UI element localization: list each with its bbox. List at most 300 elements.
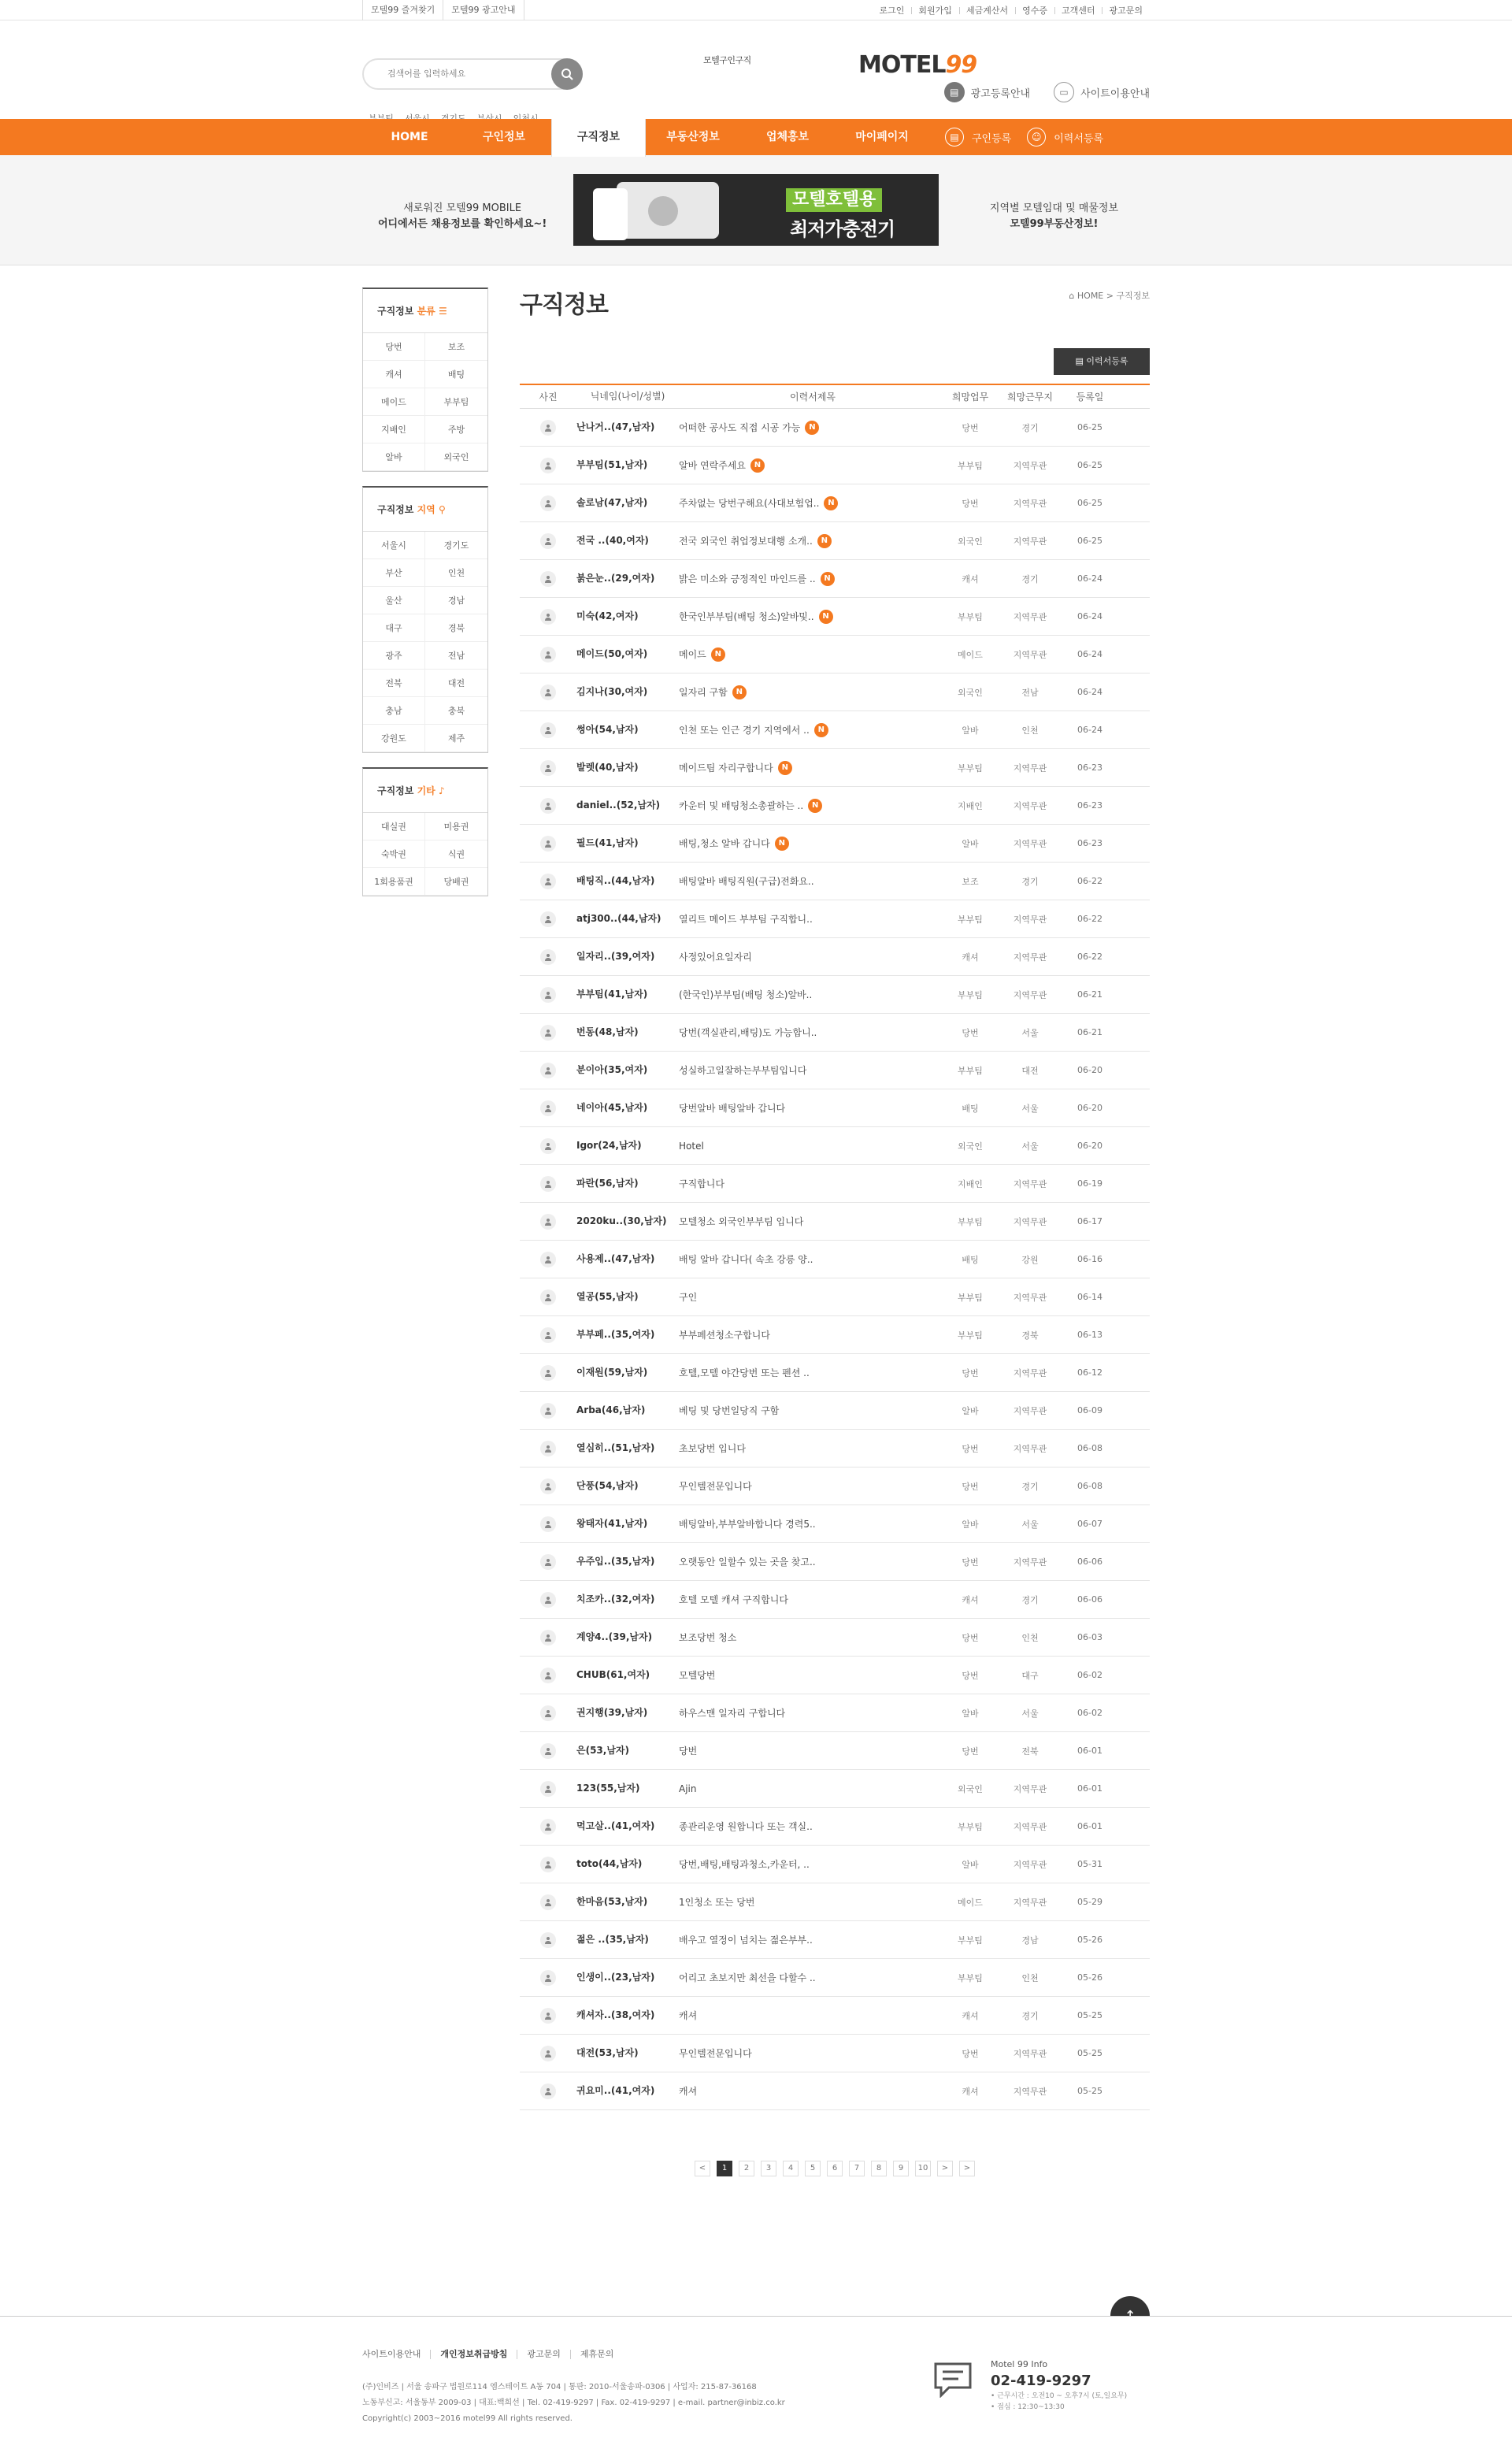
site-guide-link[interactable]: ▭ 사이트이용안내 <box>1054 82 1150 102</box>
person-icon <box>540 1025 556 1041</box>
page-arrow[interactable]: > <box>959 2161 975 2176</box>
resume-title[interactable]: 오랫동안 일할수 있는 곳을 찾고.. <box>679 1557 816 1568</box>
company-info: (주)인비즈 | 서울 송파구 법원로114 엠스테이트 A동 704 | 통판: 2010-서울송파-0306 | 사업자: 215-87-36168 노동부신고: 서울동부 2009-03 | 대표:백희선 | Tel. 02-419-9297 | Fax. 02-419-9297 | e-mail. partner@inbiz.co.kr Copyright(c) 2003~2016 motel99 All rights reserved. <box>362 2383 785 2423</box>
nickname[interactable]: Igor(24,남자) <box>576 1140 642 1151</box>
resume-title[interactable]: 부부페션청소구합니다 <box>679 1330 770 1341</box>
person-icon <box>540 1819 556 1835</box>
category-option[interactable]: 주방 <box>425 416 487 443</box>
ad-guide-link[interactable]: 모텔99 광고안내 <box>443 0 524 20</box>
desired-job: 부부팀 <box>958 1935 983 1946</box>
nickname[interactable]: 123(55,남자) <box>576 1783 640 1794</box>
table-row[interactable] <box>520 1467 1150 1505</box>
nickname[interactable]: 미숙(42,여자) <box>576 610 639 621</box>
category-option[interactable]: 알바 <box>363 443 425 471</box>
person-icon <box>540 2083 556 2099</box>
nickname[interactable]: 귀요미..(41,여자) <box>576 2085 655 2096</box>
table-row[interactable] <box>520 1581 1150 1619</box>
resume-title[interactable]: 보조당번 청소 <box>679 1632 737 1643</box>
nickname[interactable]: 캐셔자..(38,여자) <box>576 2009 655 2020</box>
person-icon <box>540 1857 556 1872</box>
resume-title[interactable]: 알바 연락주세요 <box>679 460 746 471</box>
sidebar <box>362 288 488 911</box>
register-date: 06-08 <box>1077 1481 1102 1491</box>
nav-business-promo[interactable]: 업체홍보 <box>765 131 810 143</box>
person-icon <box>540 1063 556 1078</box>
login-link[interactable]: 로그인 <box>879 6 905 16</box>
desired-area: 지역무관 <box>1013 536 1047 547</box>
nickname[interactable]: 대전(53,남자) <box>576 2047 639 2058</box>
person-icon <box>540 1705 556 1721</box>
table-row[interactable] <box>520 900 1150 938</box>
nav-job-register[interactable]: ▤ 구인등록 <box>945 128 1011 147</box>
table-row[interactable] <box>520 1089 1150 1127</box>
photo-cell <box>520 1176 576 1192</box>
desired-area: 지역무관 <box>1013 1367 1047 1378</box>
table-row[interactable] <box>520 522 1150 560</box>
resume-title-cell <box>679 2009 947 2022</box>
other-option[interactable]: 숙박권 <box>363 840 425 868</box>
nickname[interactable]: 2020ku..(30,남자) <box>576 1215 667 1226</box>
desired-job: 지배인 <box>958 1178 983 1189</box>
main-nav <box>0 119 1512 155</box>
new-badge: N <box>778 761 792 775</box>
mobile-promo[interactable]: 새로워진 모텔99 MOBILE 어디에서든 채용정보를 확인하세요~! <box>378 202 547 230</box>
resume-title[interactable]: 모텔당번 <box>679 1670 716 1681</box>
resume-title-cell <box>679 1252 947 1266</box>
desired-job: 알바 <box>962 725 979 736</box>
desired-area: 지역무관 <box>1013 1178 1047 1189</box>
region-option[interactable]: 광주 <box>363 642 425 670</box>
tax-invoice-link[interactable]: 세금계산서 <box>959 4 1015 17</box>
nickname[interactable]: 발렛(40,남자) <box>576 762 639 773</box>
nav-home[interactable]: HOME <box>391 131 428 143</box>
region-option[interactable]: 충북 <box>425 697 487 725</box>
monitor-icon: ▭ <box>1054 82 1074 102</box>
desired-job: 알바 <box>962 838 979 849</box>
resume-title-cell <box>679 1063 947 1077</box>
person-icon <box>540 685 556 700</box>
table-row[interactable] <box>520 1278 1150 1316</box>
resume-title-cell <box>679 458 947 473</box>
person-icon <box>540 1932 556 1948</box>
table-row[interactable] <box>520 1732 1150 1770</box>
resume-title[interactable]: 당번(객실관리,배팅)도 가능합니.. <box>679 1027 817 1038</box>
table-row[interactable] <box>520 636 1150 673</box>
table-row[interactable] <box>520 409 1150 447</box>
region-option[interactable]: 전남 <box>425 642 487 670</box>
region-option[interactable]: 울산 <box>363 587 425 614</box>
table-row[interactable] <box>520 1959 1150 1997</box>
table-row[interactable] <box>520 673 1150 711</box>
resume-title-cell <box>679 799 947 813</box>
page-arrow[interactable]: > <box>937 2161 953 2176</box>
resume-title[interactable]: 한국인부부팀(배팅 청소)알바및.. <box>679 611 814 622</box>
table-row[interactable] <box>520 1883 1150 1921</box>
desired-area: 서울 <box>1021 1141 1039 1152</box>
nickname[interactable]: 파란(56,남자) <box>576 1178 639 1189</box>
register-date: 06-20 <box>1077 1103 1102 1113</box>
nickname[interactable]: atj300..(44,남자) <box>576 913 662 924</box>
header-links <box>944 82 1150 102</box>
table-row[interactable] <box>520 863 1150 900</box>
nickname[interactable]: Arba(46,남자) <box>576 1404 646 1416</box>
category-option[interactable]: 당번 <box>363 333 425 361</box>
resume-title[interactable]: Hotel <box>679 1140 704 1152</box>
resume-title[interactable]: 1인청소 또는 당번 <box>679 1897 755 1908</box>
desired-area: 지역무관 <box>1013 989 1047 1000</box>
signup-link[interactable]: 회원가입 <box>911 4 959 17</box>
person-icon <box>540 1668 556 1683</box>
nickname[interactable]: 열공(55,남자) <box>576 1291 639 1302</box>
register-date: 06-16 <box>1077 1254 1102 1264</box>
page-number[interactable]: 2 <box>739 2161 754 2176</box>
resume-title[interactable]: 구인 <box>679 1292 698 1303</box>
resume-title[interactable]: 베팅 및 당번일당직 구함 <box>679 1405 780 1416</box>
nickname[interactable]: 일자리..(39,여자) <box>576 951 655 962</box>
photo-cell <box>520 1479 576 1494</box>
desired-area: 서울 <box>1021 1708 1039 1719</box>
category-option[interactable]: 배팅 <box>425 361 487 388</box>
table-row[interactable] <box>520 2035 1150 2072</box>
person-icon <box>540 874 556 889</box>
region-option[interactable]: 인천 <box>425 559 487 587</box>
page-number[interactable]: 7 <box>849 2161 865 2176</box>
page-number[interactable]: 10 <box>915 2161 931 2176</box>
nickname[interactable]: 난나거..(47,남자) <box>576 421 655 432</box>
resume-title[interactable]: 초보당번 입니다 <box>679 1443 746 1454</box>
resume-title[interactable]: 호텔,모텔 야간당번 또는 펜션 .. <box>679 1367 810 1378</box>
nickname[interactable]: 치조카..(32,여자) <box>576 1594 655 1605</box>
resume-title[interactable]: 전국 외국인 취업정보대행 소개.. <box>679 536 813 547</box>
desired-area: 경기 <box>1021 422 1039 433</box>
receipt-link[interactable]: 영수증 <box>1015 4 1054 17</box>
photo-cell <box>520 1781 576 1797</box>
nickname[interactable]: 우주입..(35,남자) <box>576 1556 655 1567</box>
table-row[interactable] <box>520 1127 1150 1165</box>
nav-real-estate[interactable]: 부동산정보 <box>666 131 720 143</box>
nickname[interactable]: 필드(41,남자) <box>576 837 639 848</box>
nickname[interactable]: 번동(48,남자) <box>576 1026 639 1037</box>
other-option[interactable]: 당배권 <box>425 868 487 896</box>
table-row[interactable] <box>520 749 1150 787</box>
table-row[interactable] <box>520 1846 1150 1883</box>
real-estate-promo[interactable]: 지역별 모텔임대 및 매물정보 모텔99부동산정보! <box>989 202 1118 230</box>
region-option[interactable]: 부산 <box>363 559 425 587</box>
resume-title-cell <box>679 1404 947 1417</box>
new-badge: N <box>821 572 835 586</box>
nickname[interactable]: 분이아(35,여자) <box>576 1064 648 1075</box>
resume-title[interactable]: 사정있어요일자리 <box>679 952 752 963</box>
page-number[interactable]: 4 <box>783 2161 799 2176</box>
nickname[interactable]: 솔로남(47,남자) <box>576 497 648 508</box>
region-option[interactable]: 경기도 <box>425 532 487 559</box>
table-row[interactable] <box>520 560 1150 598</box>
resume-title[interactable]: 메이드팀 자리구합니다 <box>679 762 773 774</box>
resume-title[interactable]: 어떠한 공사도 직접 시공 가능 <box>679 422 801 433</box>
desired-area: 지역무관 <box>1013 1557 1047 1568</box>
register-date: 06-03 <box>1077 1632 1102 1642</box>
photo-cell <box>520 1668 576 1683</box>
page-number[interactable]: 9 <box>893 2161 909 2176</box>
microphone-icon: ♪ <box>438 785 445 796</box>
resume-table <box>520 384 1150 2110</box>
category-option[interactable]: 외국인 <box>425 443 487 471</box>
resume-title[interactable]: 호텔 모텔 캐셔 구직합니다 <box>679 1594 788 1605</box>
resume-title-cell <box>679 1933 947 1946</box>
person-icon <box>540 458 556 473</box>
person-icon <box>540 836 556 852</box>
table-row[interactable] <box>520 447 1150 484</box>
resume-title[interactable]: 캐셔 <box>679 2086 698 2097</box>
footer-ad-inquiry[interactable]: 광고문의 <box>517 2350 570 2359</box>
bookmark-link[interactable]: 모텔99 즐겨찾기 <box>362 0 443 20</box>
register-date: 06-25 <box>1077 498 1102 508</box>
register-date: 06-20 <box>1077 1065 1102 1075</box>
person-icon <box>540 1554 556 1570</box>
region-option[interactable]: 대전 <box>425 670 487 697</box>
category-option[interactable]: 지배인 <box>363 416 425 443</box>
other-filter-title: 구직정보 기타 ♪ <box>363 769 487 813</box>
search-button[interactable] <box>551 58 583 90</box>
nav-resume-register[interactable]: ☺ 이력서등록 <box>1027 128 1103 147</box>
site-logo[interactable] <box>701 51 977 79</box>
footer-links <box>362 2350 623 2359</box>
nickname[interactable]: 썽아(54,남자) <box>576 724 639 735</box>
nickname[interactable]: 젊은 ..(35,남자) <box>576 1934 649 1945</box>
resume-title[interactable]: 무인텔전문입니다 <box>679 1481 752 1492</box>
desired-job: 부부팀 <box>958 914 983 925</box>
region-option[interactable]: 서울시 <box>363 532 425 559</box>
category-option[interactable]: 메이드 <box>363 388 425 416</box>
nickname[interactable]: daniel..(52,남자) <box>576 800 661 811</box>
photo-cell <box>520 1705 576 1721</box>
table-row[interactable] <box>520 598 1150 636</box>
nickname[interactable]: 왕태자(41,남자) <box>576 1518 648 1529</box>
desired-area: 지역무관 <box>1013 498 1047 509</box>
page-number[interactable]: 1 <box>717 2161 732 2176</box>
resume-title[interactable]: 하우스맨 일자리 구합니다 <box>679 1708 786 1719</box>
page-number[interactable]: 8 <box>871 2161 887 2176</box>
register-date: 05-25 <box>1077 2048 1102 2058</box>
nickname[interactable]: CHUB(61,여자) <box>576 1669 650 1680</box>
category-option[interactable]: 부부팀 <box>425 388 487 416</box>
resume-title[interactable]: 주차없는 당번구해요(사대보험업.. <box>679 498 820 509</box>
nickname[interactable]: 이재원(59,남자) <box>576 1367 648 1378</box>
register-date: 06-07 <box>1077 1519 1102 1529</box>
nickname[interactable]: toto(44,남자) <box>576 1858 643 1869</box>
customer-center-link[interactable]: 고객센터 <box>1054 4 1102 17</box>
register-date: 05-31 <box>1077 1859 1102 1869</box>
footer-privacy[interactable]: 개인정보취급방침 <box>430 2350 517 2359</box>
table-row[interactable] <box>520 825 1150 863</box>
register-date: 06-12 <box>1077 1367 1102 1378</box>
resume-title[interactable]: 당번,배팅,배팅과청소,카운터, .. <box>679 1859 810 1870</box>
resume-title-cell <box>679 647 947 662</box>
resume-title[interactable]: (한국인)부부팀(배팅 청소)알바.. <box>679 989 813 1000</box>
photo-cell <box>520 1857 576 1872</box>
table-row[interactable] <box>520 484 1150 522</box>
desired-job: 배팅 <box>962 1254 979 1265</box>
resume-title[interactable]: 구직합니다 <box>679 1178 724 1189</box>
desired-area: 경기 <box>1021 2010 1039 2021</box>
table-row[interactable] <box>520 787 1150 825</box>
resume-title[interactable]: 열리트 메이드 부부팀 구직합니.. <box>679 914 813 925</box>
region-option[interactable]: 전북 <box>363 670 425 697</box>
table-row[interactable] <box>520 1354 1150 1392</box>
resume-title-cell <box>679 1668 947 1682</box>
resume-title[interactable]: 카운터 및 배팅청소총괄하는 .. <box>679 800 804 811</box>
resume-title[interactable]: 메이드 <box>679 649 706 660</box>
person-icon <box>540 1365 556 1381</box>
table-row[interactable] <box>520 1052 1150 1089</box>
table-row[interactable] <box>520 1203 1150 1241</box>
person-icon <box>540 1252 556 1267</box>
resume-title[interactable]: 배팅알바,부부알바합니다 경력5.. <box>679 1519 816 1530</box>
resume-title-cell <box>679 1706 947 1720</box>
table-row[interactable] <box>520 1392 1150 1430</box>
person-icon <box>540 2046 556 2061</box>
resume-title[interactable]: 당번알바 배팅알바 갑니다 <box>679 1103 786 1114</box>
clipboard-icon: ▤ <box>945 128 964 147</box>
table-row[interactable] <box>520 1694 1150 1732</box>
nav-mypage[interactable]: 마이페이지 <box>855 131 909 143</box>
nickname[interactable]: 한마음(53,남자) <box>576 1896 648 1907</box>
desired-area: 지역무관 <box>1013 838 1047 849</box>
person-icon <box>540 1214 556 1230</box>
region-option[interactable]: 충남 <box>363 697 425 725</box>
other-option[interactable]: 대실권 <box>363 813 425 840</box>
other-option[interactable]: 미용권 <box>425 813 487 840</box>
table-row[interactable] <box>520 938 1150 976</box>
nav-job-seekers[interactable]: 구직정보 <box>551 119 646 157</box>
resume-title[interactable]: 무인텔전문입니다 <box>679 2048 752 2059</box>
other-option[interactable]: 1회용품권 <box>363 868 425 896</box>
desired-job: 부부팀 <box>958 1972 983 1983</box>
resume-title[interactable]: 배팅,청소 알바 갑니다 <box>679 838 770 849</box>
photo-cell <box>520 1554 576 1570</box>
table-row[interactable] <box>520 1770 1150 1808</box>
ad-register-link[interactable]: ▤ 광고등록안내 <box>944 82 1030 102</box>
table-row[interactable] <box>520 976 1150 1014</box>
resume-title[interactable]: 모텔청소 외국인부부팀 입니다 <box>679 1216 804 1227</box>
resume-title-cell <box>679 572 947 586</box>
resume-register-button[interactable]: ▤ 이력서등록 <box>1054 348 1150 375</box>
nickname[interactable]: 계양4..(39,남자) <box>576 1631 653 1642</box>
nickname[interactable]: 부부팀(51,남자) <box>576 459 648 470</box>
desired-job: 캐셔 <box>962 573 979 584</box>
resume-title[interactable]: Ajin <box>679 1783 697 1794</box>
resume-title-cell <box>679 1820 947 1833</box>
other-option[interactable]: 식권 <box>425 840 487 868</box>
resume-title[interactable]: 밝은 미소와 긍정적인 마인드를 .. <box>679 573 816 584</box>
nickname[interactable]: 단풍(54,남자) <box>576 1480 639 1491</box>
nickname[interactable]: 네이아(45,남자) <box>576 1102 648 1113</box>
photo-cell <box>520 1743 576 1759</box>
nickname[interactable]: 부부팀(41,남자) <box>576 989 648 1000</box>
footer-partnership[interactable]: 제휴문의 <box>570 2350 624 2359</box>
resume-title-cell <box>679 1328 947 1341</box>
resume-title[interactable]: 어리고 초보지만 최선을 다할수 .. <box>679 1972 816 1983</box>
search-input[interactable] <box>387 69 545 79</box>
table-row[interactable] <box>520 1014 1150 1052</box>
nickname[interactable]: 은(53,남자) <box>576 1745 630 1756</box>
table-row[interactable] <box>520 1543 1150 1581</box>
nickname[interactable]: 배팅직..(44,남자) <box>576 875 655 886</box>
resume-title[interactable]: 배우고 열정이 넘치는 젊은부부.. <box>679 1935 813 1946</box>
resume-title[interactable]: 배팅알바 배팅직원(구급)전화요.. <box>679 876 814 887</box>
desired-area: 지역무관 <box>1013 800 1047 811</box>
person-icon <box>540 1516 556 1532</box>
table-row[interactable] <box>520 711 1150 749</box>
table-row[interactable] <box>520 1921 1150 1959</box>
table-row[interactable] <box>520 1619 1150 1657</box>
table-row[interactable] <box>520 1316 1150 1354</box>
nickname[interactable]: 사용제..(47,남자) <box>576 1253 655 1264</box>
nickname[interactable]: 메이드(50,여자) <box>576 648 648 659</box>
footer-site-guide[interactable]: 사이트이용안내 <box>362 2349 421 2359</box>
register-date: 05-25 <box>1077 2010 1102 2020</box>
desired-job: 당번 <box>962 1443 979 1454</box>
nickname[interactable]: 전국 ..(40,여자) <box>576 535 649 546</box>
table-row[interactable] <box>520 1430 1150 1467</box>
resume-title[interactable]: 종관리운영 원합니다 또는 객실.. <box>679 1821 813 1832</box>
nickname[interactable]: 김지나(30,여자) <box>576 686 648 697</box>
desired-job: 부부팀 <box>958 1065 983 1076</box>
region-option[interactable]: 경남 <box>425 587 487 614</box>
photo-cell <box>520 533 576 549</box>
resume-title[interactable]: 당번 <box>679 1746 698 1757</box>
page-number[interactable]: 6 <box>827 2161 843 2176</box>
charger-ad-banner[interactable] <box>573 174 939 246</box>
resume-title[interactable]: 배팅 알바 갑니다( 속초 강릉 양.. <box>679 1254 813 1265</box>
table-row[interactable] <box>520 1657 1150 1694</box>
desired-job: 당번 <box>962 1367 979 1378</box>
table-row[interactable] <box>520 1505 1150 1543</box>
nickname[interactable]: 인생이..(23,남자) <box>576 1972 655 1983</box>
nav-job-offers[interactable]: 구인정보 <box>482 131 526 143</box>
nickname[interactable]: 권지행(39,남자) <box>576 1707 648 1718</box>
page-number[interactable]: 3 <box>761 2161 776 2176</box>
desired-job: 외국인 <box>958 536 983 547</box>
person-icon <box>540 1100 556 1116</box>
nickname[interactable]: 붉은눈..(29,여자) <box>576 573 655 584</box>
table-row[interactable] <box>520 1165 1150 1203</box>
nickname[interactable]: 부부페..(35,여자) <box>576 1329 655 1340</box>
category-option[interactable]: 보조 <box>425 333 487 361</box>
table-row[interactable] <box>520 1241 1150 1278</box>
nickname[interactable]: 먹고살..(41,여자) <box>576 1820 655 1831</box>
region-option[interactable]: 강원도 <box>363 725 425 752</box>
breadcrumb-home[interactable]: HOME <box>1077 291 1104 301</box>
page-arrow[interactable]: < <box>695 2161 710 2176</box>
nickname[interactable]: 열심히..(51,남자) <box>576 1442 655 1453</box>
desired-area: 지역무관 <box>1013 2048 1047 2059</box>
resume-title[interactable]: 성실하고일잘하는부부팀입니다 <box>679 1065 807 1076</box>
ad-inquiry-link[interactable]: 광고문의 <box>1102 4 1150 17</box>
category-option[interactable]: 캐셔 <box>363 361 425 388</box>
region-option[interactable]: 제주 <box>425 725 487 752</box>
resume-title[interactable]: 일자리 구함 <box>679 687 728 698</box>
region-option[interactable]: 경북 <box>425 614 487 642</box>
photo-cell <box>520 495 576 511</box>
page-number[interactable]: 5 <box>805 2161 821 2176</box>
table-row[interactable] <box>520 2072 1150 2110</box>
region-option[interactable]: 대구 <box>363 614 425 642</box>
table-row[interactable] <box>520 1997 1150 2035</box>
table-row[interactable] <box>520 1808 1150 1846</box>
resume-title[interactable]: 인천 또는 인근 경기 지역에서 .. <box>679 725 810 736</box>
resume-title[interactable]: 캐셔 <box>679 2010 698 2021</box>
